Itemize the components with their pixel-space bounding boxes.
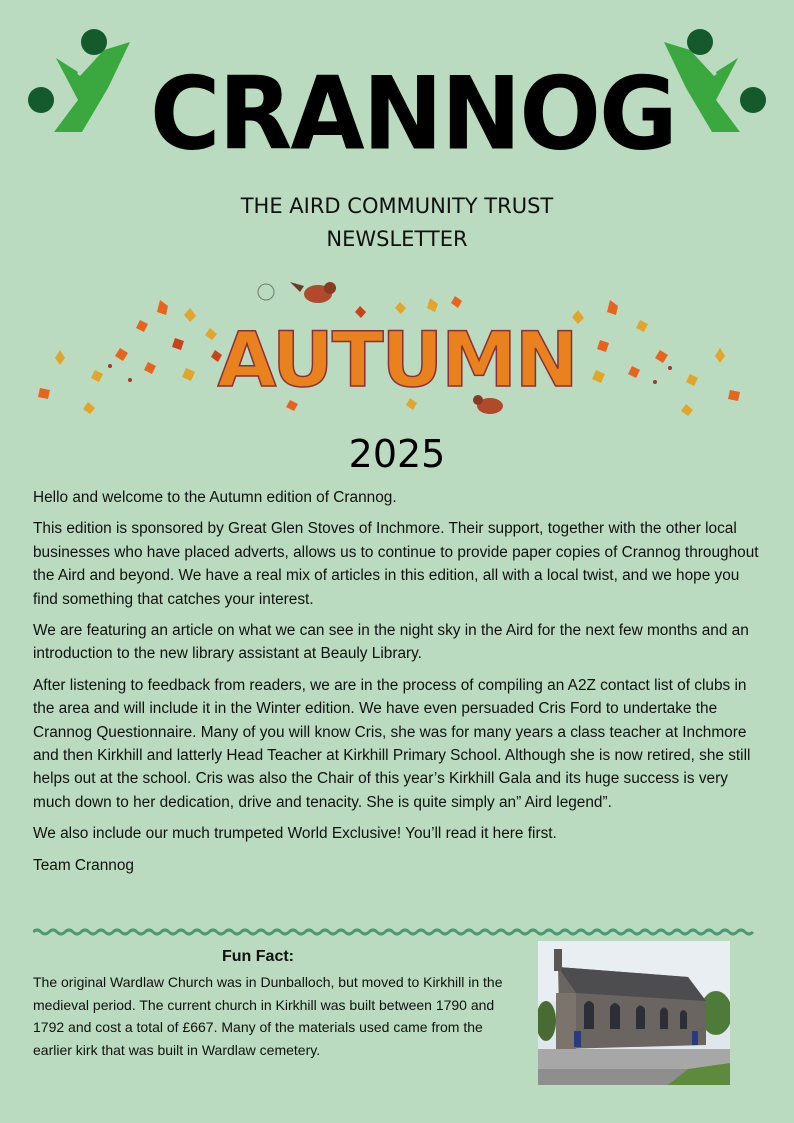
intro-text	[33, 486, 763, 885]
wavy-divider	[33, 927, 755, 937]
edition-year: 2025	[348, 432, 446, 476]
trust-logo-left-icon	[26, 28, 132, 134]
paragraph-a2z: After listening to feedback from readers, we are in the process of compiling an A2Z contact list of clubs in the area and will include it in the Winter edition. We have even persuaded Cris Ford to undertake the Crannog Questionnaire. Many of you will know Cris, she was for many years a class teacher at Inchmore and then Kirkhill and latterly Head Teacher at Kirkhill Primary School. Although she is now retired, she still helps out at the school. Cris was also the Chair of this year’s Kirkhill Gala and its huge success is very much down to her dedication, drive and tenacity. She is quite simply an” Aird legend”.	[33, 676, 751, 811]
paragraph-welcome: Hello and welcome to the Autumn edition of Crannog.	[33, 489, 397, 506]
leaves-right-icon	[560, 300, 740, 416]
masthead-title: CRANNOG	[150, 55, 676, 173]
paragraph-sponsor: This edition is sponsored by Great Glen Stoves of Inchmore. Their support, together with the other local businesses who have placed adverts, allows us to continue to provide paper copies of Crannog throughout the Aird and beyond. We have a real mix of articles in this edition, all with a local twist, and we hope you find something that catches your interest.	[33, 520, 759, 608]
subtitle-line-2: NEWSLETTER	[326, 227, 468, 251]
masthead	[150, 44, 676, 184]
fun-fact-text: The original Wardlaw Church was in Dunballoch, but moved to Kirkhill in the medieval period. The current church in Kirkhill was built between 1790 and 1792 and cost a total of £667. Many of the materials used came from the earlier kirk that was built in Wardlaw cemetery.	[33, 974, 503, 1058]
bird-top-icon	[290, 282, 336, 303]
autumn-banner	[0, 270, 794, 430]
church-photo	[538, 941, 730, 1085]
paragraph-features: We are featuring an article on what we can see in the night sky in the Aird for the next few months and an introduction to the new library assistant at Beauly Library.	[33, 622, 749, 663]
autumn-word: AUTUMN	[217, 315, 577, 404]
trust-logo-right-icon	[662, 28, 768, 134]
subtitle-line-1: THE AIRD COMMUNITY TRUST	[240, 194, 554, 218]
fun-fact-title: Fun Fact:	[222, 948, 294, 965]
paragraph-exclusive: We also include our much trumpeted World Exclusive! You’ll read it here first.	[33, 825, 557, 843]
paragraph-signoff: Team Crannog	[33, 856, 134, 874]
